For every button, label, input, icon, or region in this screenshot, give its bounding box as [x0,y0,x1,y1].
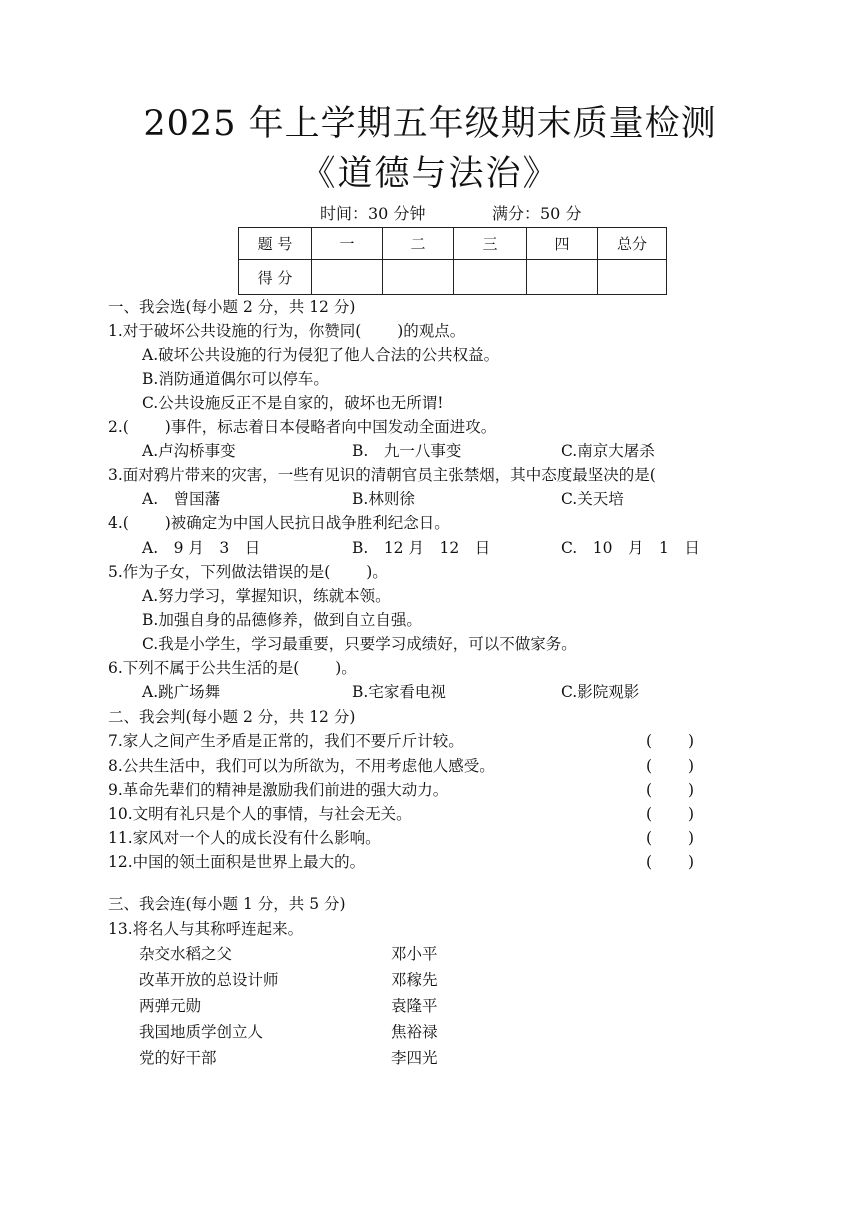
question-option: A. 9 月 3 日 [142,539,261,557]
exam-title: 2025 年上学期五年级期末质量检测 [143,104,717,144]
match-left-item[interactable]: 杂交水稻之父 [139,945,233,963]
question-stem: 2.( )事件，标志着日本侵略者向中国发动全面进攻。 [108,418,497,436]
section2-heading: 二、我会判(每小题 2 分，共 12 分) [108,708,356,726]
score-table-score-label: 得 分 [239,260,312,295]
question-option: B. 12 月 12 日 [352,539,491,557]
question-stem: 6.下列不属于公共生活的是( )。 [108,659,357,677]
score-table-score-row [239,260,667,295]
question-option: C.公共设施反正不是自家的，破坏也无所谓! [142,394,444,412]
question-stem: 1.对于破坏公共设施的行为，你赞同( )的观点。 [108,322,466,340]
score-table-header-cell: 二 [383,228,454,260]
match-left-item[interactable]: 两弹元勋 [139,997,202,1015]
score-table-header-row [239,228,667,260]
answer-blank[interactable]: ( ) [646,829,695,847]
question-option: B.消防通道偶尔可以停车。 [142,370,329,388]
question-option: B. 九一八事变 [352,442,462,460]
true-false-item: 9.革命先辈们的精神是激励我们前进的强大动力。 [108,781,449,799]
score-table-header-cell: 一 [312,228,383,260]
match-right-item[interactable]: 袁隆平 [391,997,438,1015]
true-false-item: 12.中国的领土面积是世界上最大的。 [108,853,366,871]
question-option: A.破坏公共设施的行为侵犯了他人合法的公共权益。 [142,346,500,364]
match-right-item[interactable]: 邓小平 [391,945,438,963]
match-left-item[interactable]: 党的好干部 [139,1049,217,1067]
score-cell[interactable] [454,260,527,295]
question-option: A.卢沟桥事变 [142,442,236,460]
question-stem: 5.作为子女，下列做法错误的是( )。 [108,563,388,581]
match-right-item[interactable]: 李四光 [391,1049,438,1067]
score-cell[interactable] [383,260,454,295]
match-right-item[interactable]: 邓稼先 [391,971,438,989]
question-option: B.加强自身的品德修养，做到自立自强。 [142,611,422,629]
answer-blank[interactable]: ( ) [646,781,695,799]
question-option: C.南京大屠杀 [561,442,655,460]
match-left-item[interactable]: 我国地质学创立人 [139,1023,264,1041]
match-left-item[interactable]: 改革开放的总设计师 [139,971,279,989]
question-option: A.努力学习，掌握知识，练就本领。 [142,587,391,605]
score-table-header-cell: 总分 [598,228,667,260]
true-false-item: 7.家人之间产生矛盾是正常的，我们不要斤斤计较。 [108,732,464,750]
question-stem: 4.( )被确定为中国人民抗日战争胜利纪念日。 [108,514,450,532]
question-option: C. 10 月 1 日 [561,539,700,557]
score-table-header-cell: 四 [527,228,598,260]
answer-blank[interactable]: ( ) [646,757,695,775]
true-false-item: 11.家风对一个人的成长没有什么影响。 [108,829,381,847]
exam-time: 时间：30 分钟 [320,204,426,223]
answer-blank[interactable]: ( ) [646,853,695,871]
answer-blank[interactable]: ( ) [646,732,695,750]
question-option: C.影院观影 [561,683,640,701]
section3-heading: 三、我会连(每小题 1 分，共 5 分) [108,895,346,913]
question-option: C.我是小学生，学习最重要，只要学习成绩好，可以不做家务。 [142,635,577,653]
answer-blank[interactable]: ( ) [646,805,695,823]
question-option: B.林则徐 [352,490,415,508]
score-cell[interactable] [598,260,667,295]
score-cell[interactable] [312,260,383,295]
score-table-header-cell: 三 [454,228,527,260]
score-table [238,227,667,295]
subject-title: 《道德与法治》 [300,154,560,194]
true-false-item: 8.公共生活中，我们可以为所欲为，不用考虑他人感受。 [108,757,495,775]
match-right-item[interactable]: 焦裕禄 [391,1023,438,1041]
score-table-header-cell: 题 号 [239,228,312,260]
score-cell[interactable] [527,260,598,295]
question-option: B.宅家看电视 [352,683,446,701]
question-stem: 3.面对鸦片带来的灾害，一些有见识的清朝官员主张禁烟，其中态度最坚决的是( [108,466,656,484]
question-option: A. 曾国藩 [142,490,221,508]
exam-full-score: 满分：50 分 [492,204,582,223]
true-false-item: 10.文明有礼只是个人的事情，与社会无关。 [108,805,412,823]
question-option: A.跳广场舞 [142,683,221,701]
question-option: C.关天培 [561,490,624,508]
question-stem: 13.将名人与其称呼连起来。 [108,920,304,938]
section1-heading: 一、我会选(每小题 2 分，共 12 分) [108,298,356,316]
